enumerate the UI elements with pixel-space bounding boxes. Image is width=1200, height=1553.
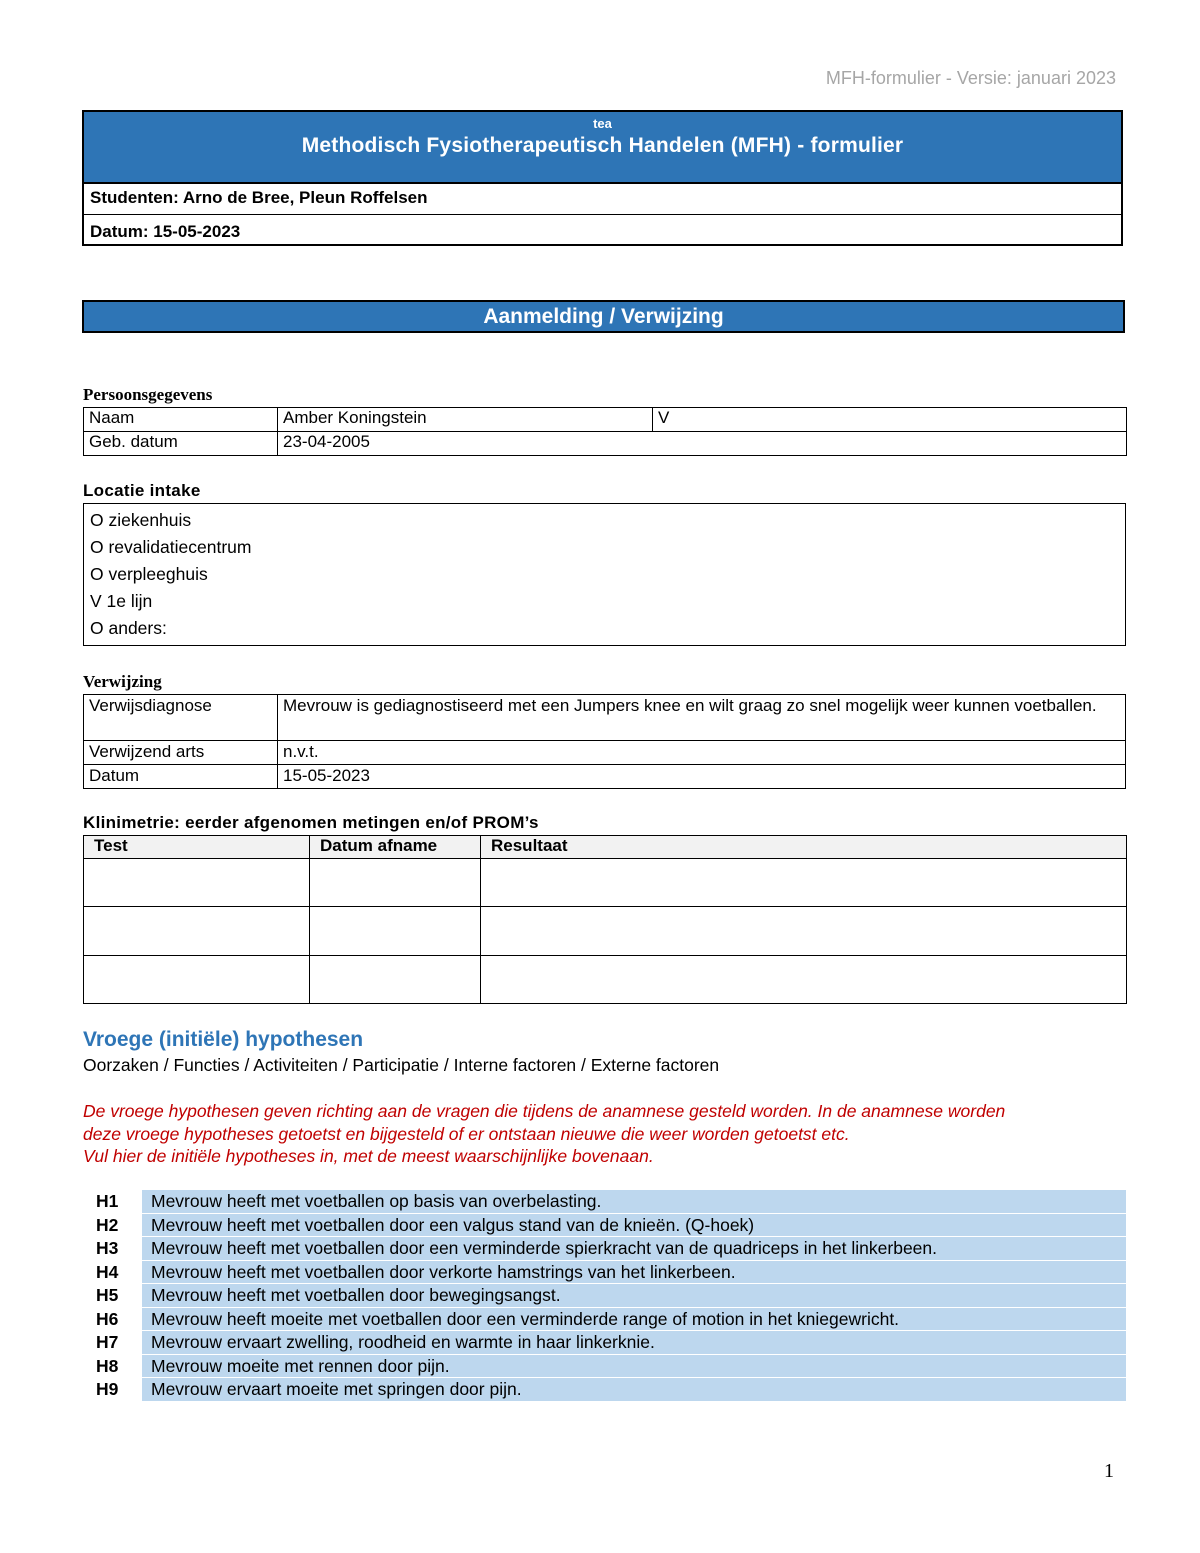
persoonsgegevens-heading: Persoonsgegevens xyxy=(83,385,213,404)
label-cell: Verwijzend arts xyxy=(84,741,278,765)
form-header xyxy=(82,110,1123,246)
column-header-test: Test xyxy=(84,836,310,859)
empty-cell[interactable] xyxy=(481,907,1127,956)
empty-cell[interactable] xyxy=(84,956,310,1004)
hypothesis-id: H1 xyxy=(86,1190,142,1213)
note-line: De vroege hypothesen geven richting aan de vragen die tijdens de anamnese gesteld worden. In de anamnese worden xyxy=(83,1101,1006,1121)
empty-cell[interactable] xyxy=(481,859,1127,907)
option-1e-lijn[interactable]: V 1e lijn xyxy=(90,591,153,611)
hypothesis-row xyxy=(86,1284,1126,1308)
label-cell: Verwijsdiagnose xyxy=(84,695,278,741)
option-anders[interactable]: O anders: xyxy=(90,618,167,638)
hypothesen-title: Vroege (initiële) hypothesen xyxy=(83,1028,364,1051)
locatie-heading: Locatie intake xyxy=(83,481,201,500)
verwijzing-heading: Verwijzing xyxy=(83,672,162,691)
table-row xyxy=(84,765,1126,789)
hypothesis-text[interactable]: Mevrouw heeft met voetballen door verkorte hamstrings van het linkerbeen. xyxy=(151,1261,736,1282)
option-verpleeghuis[interactable]: O verpleeghuis xyxy=(90,564,208,584)
version-label: MFH-formulier - Versie: januari 2023 xyxy=(825,68,1116,88)
empty-cell[interactable] xyxy=(310,907,481,956)
table-row xyxy=(84,741,1126,765)
hypothesis-text[interactable]: Mevrouw heeft met voetballen door een valgus stand van de knieën. (Q-hoek) xyxy=(151,1214,755,1235)
table-row xyxy=(84,695,1126,741)
empty-cell[interactable] xyxy=(481,956,1127,1004)
empty-cell[interactable] xyxy=(84,859,310,907)
locatie-options xyxy=(83,503,1126,646)
birthdate-value[interactable]: 23-04-2005 xyxy=(278,432,1127,456)
option-ziekenhuis[interactable]: O ziekenhuis xyxy=(90,510,192,530)
table-row xyxy=(84,859,1127,907)
header-band xyxy=(84,112,1121,184)
verwijzend-arts-value[interactable]: n.v.t. xyxy=(278,741,1126,765)
note-line: Vul hier de initiële hypotheses in, met de meest waarschijnlijke bovenaan. xyxy=(83,1146,654,1166)
hypothesis-row xyxy=(86,1331,1126,1355)
hypothesis-id: H7 xyxy=(86,1331,142,1354)
column-header-resultaat: Resultaat xyxy=(481,836,1127,859)
hypothesis-row xyxy=(86,1378,1126,1402)
hypothesis-text[interactable]: Mevrouw heeft met voetballen op basis van overbelasting. xyxy=(151,1191,602,1211)
column-header-datum: Datum afname xyxy=(310,836,481,859)
klinimetrie-table xyxy=(83,835,1127,1004)
hypothesis-row xyxy=(86,1261,1126,1285)
hypothesis-row xyxy=(86,1355,1126,1379)
form-title: Methodisch Fysiotherapeutisch Handelen (MFH) - formulier xyxy=(301,134,904,157)
hypothesis-id: H6 xyxy=(86,1308,142,1331)
table-header-row xyxy=(84,836,1127,859)
klinimetrie-heading: Klinimetrie: eerder afgenomen metingen en/of PROM’s xyxy=(83,813,539,832)
hypothesis-text[interactable]: Mevrouw ervaart zwelling, roodheid en warmte in haar linkerknie. xyxy=(151,1332,655,1352)
hypothesis-row xyxy=(86,1190,1126,1214)
empty-cell[interactable] xyxy=(310,956,481,1004)
hypothesis-id: H3 xyxy=(86,1237,142,1260)
hypothesen-note xyxy=(83,1100,1143,1168)
hypothesis-id: H4 xyxy=(86,1261,142,1284)
table-row xyxy=(84,432,1127,456)
note-line: deze vroege hypotheses getoetst en bijgesteld of er ontstaan nieuwe die weer worden getoetst etc. xyxy=(83,1123,850,1144)
hypothesen-subtitle: Oorzaken / Functies / Activiteiten / Participatie / Interne factoren / Externe factoren xyxy=(83,1055,720,1075)
hypothesis-id: H2 xyxy=(86,1214,142,1237)
section-title: Aanmelding / Verwijzing xyxy=(82,300,1125,333)
gender-value[interactable]: V xyxy=(653,408,1127,432)
empty-cell[interactable] xyxy=(84,907,310,956)
hypothesis-row xyxy=(86,1237,1126,1261)
table-row xyxy=(84,907,1127,956)
label-cell: Geb. datum xyxy=(84,432,278,456)
header-small-label: tea xyxy=(593,116,612,131)
page-number: 1 xyxy=(1104,1460,1114,1482)
table-row xyxy=(84,408,1127,432)
hypothesen-table xyxy=(86,1190,1126,1402)
option-revalidatiecentrum[interactable]: O revalidatiecentrum xyxy=(90,537,252,557)
persoonsgegevens-table xyxy=(83,407,1127,456)
label-cell: Naam xyxy=(84,408,278,432)
hypothesis-text[interactable]: Mevrouw moeite met rennen door pijn. xyxy=(151,1355,450,1376)
hypothesis-row xyxy=(86,1308,1126,1332)
hypothesis-id: H8 xyxy=(86,1355,142,1378)
verwijzing-datum-value[interactable]: 15-05-2023 xyxy=(278,765,1126,789)
name-value[interactable]: Amber Koningstein xyxy=(278,408,653,432)
label-cell: Datum xyxy=(84,765,278,789)
verwijzing-table xyxy=(83,694,1126,789)
header-divider xyxy=(84,214,1121,215)
hypothesis-text[interactable]: Mevrouw ervaart moeite met springen door pijn. xyxy=(151,1379,522,1399)
hypothesis-text[interactable]: Mevrouw heeft met voetballen door een verminderde spierkracht van de quadriceps in het linkerbeen. xyxy=(151,1238,938,1258)
verwijsdiagnose-value[interactable]: Mevrouw is gediagnostiseerd met een Jumpers knee en wilt graag zo snel mogelijk weer kunnen voetballen. xyxy=(278,695,1126,741)
hypothesis-row xyxy=(86,1214,1126,1238)
hypothesis-id: H9 xyxy=(86,1378,142,1401)
date-field: Datum: 15-05-2023 xyxy=(90,222,241,241)
students-field: Studenten: Arno de Bree, Pleun Roffelsen xyxy=(90,188,428,207)
hypothesis-text[interactable]: Mevrouw heeft met voetballen door bewegingsangst. xyxy=(151,1285,561,1305)
table-row xyxy=(84,956,1127,1004)
hypothesis-id: H5 xyxy=(86,1284,142,1307)
hypothesis-text[interactable]: Mevrouw heeft moeite met voetballen door een verminderde range of motion in het kniegewricht. xyxy=(151,1308,900,1329)
empty-cell[interactable] xyxy=(310,859,481,907)
